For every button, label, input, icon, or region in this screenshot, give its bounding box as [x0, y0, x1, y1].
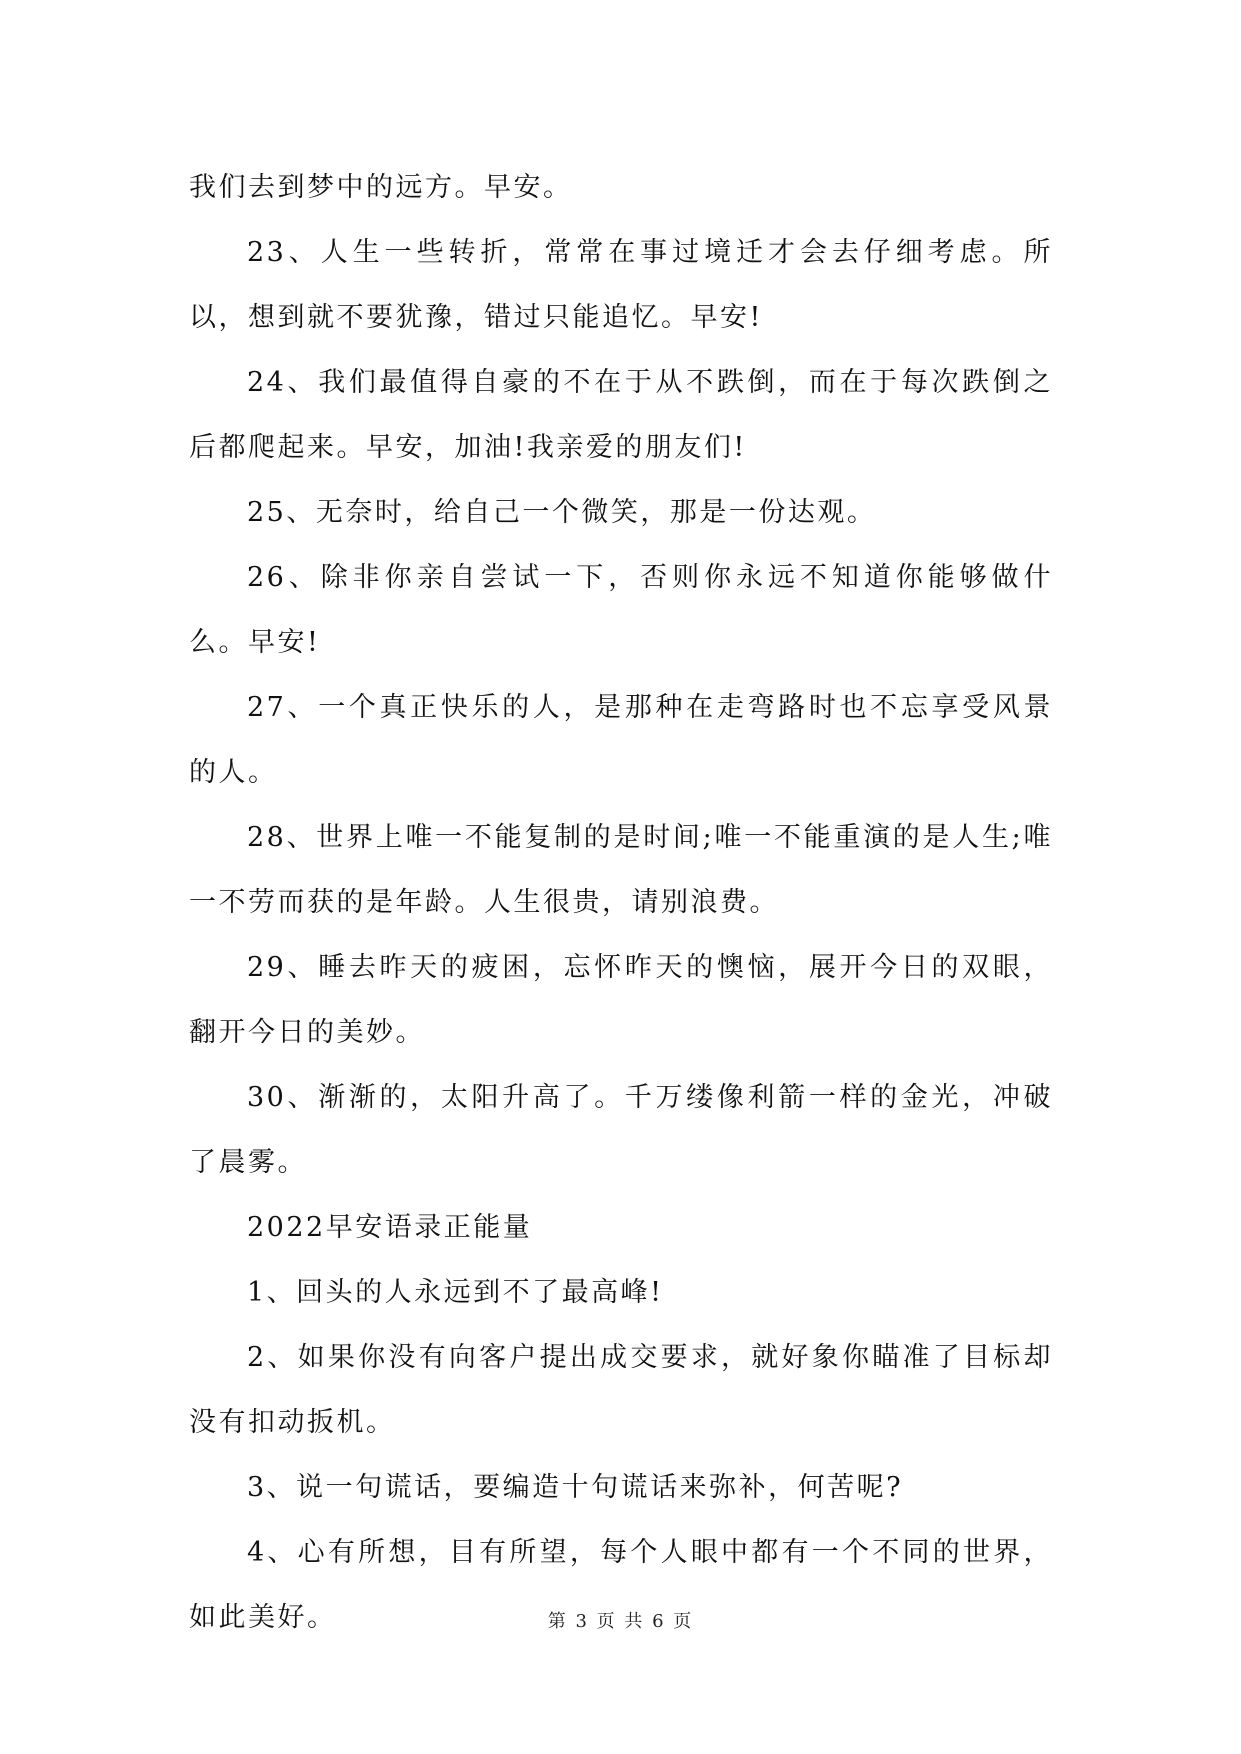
- paragraph: 29、睡去昨天的疲困，忘怀昨天的懊恼，展开今日的双眼，翻开今日的美妙。: [189, 952, 1053, 1048]
- paragraph: 1、回头的人永远到不了最高峰!: [247, 1277, 664, 1308]
- paragraph: 23、人生一些转折，常常在事过境迁才会去仔细考虑。所以，想到就不要犹豫，错过只能追忆。早安!: [189, 237, 1053, 333]
- section-heading: 2022早安语录正能量: [247, 1212, 533, 1243]
- document-body: [189, 155, 1053, 1650]
- paragraph: 28、世界上唯一不能复制的是时间;唯一不能重演的是人生;唯一不劳而获的是年龄。人生很贵，请别浪费。: [189, 822, 1053, 918]
- paragraph: 2、如果你没有向客户提出成交要求，就好象你瞄准了目标却没有扣动扳机。: [189, 1342, 1053, 1438]
- page-number-footer: 第 3 页 共 6 页: [547, 1611, 694, 1632]
- paragraph: 我们去到梦中的远方。早安。: [189, 172, 573, 203]
- paragraph: 25、无奈时，给自己一个微笑，那是一份达观。: [247, 497, 877, 528]
- paragraph: 24、我们最值得自豪的不在于从不跌倒，而在于每次跌倒之后都爬起来。早安，加油!我亲爱的朋友们!: [189, 367, 1053, 463]
- paragraph: 4、心有所想，目有所望，每个人眼中都有一个不同的世界，如此美好。: [189, 1537, 1053, 1633]
- paragraph: 30、渐渐的，太阳升高了。千万缕像利箭一样的金光，冲破了晨雾。: [189, 1082, 1053, 1178]
- paragraph: 27、一个真正快乐的人，是那种在走弯路时也不忘享受风景的人。: [189, 692, 1053, 788]
- paragraph: 26、除非你亲自尝试一下，否则你永远不知道你能够做什么。早安!: [189, 562, 1053, 658]
- paragraph: 3、说一句谎话，要编造十句谎话来弥补，何苦呢?: [247, 1472, 904, 1503]
